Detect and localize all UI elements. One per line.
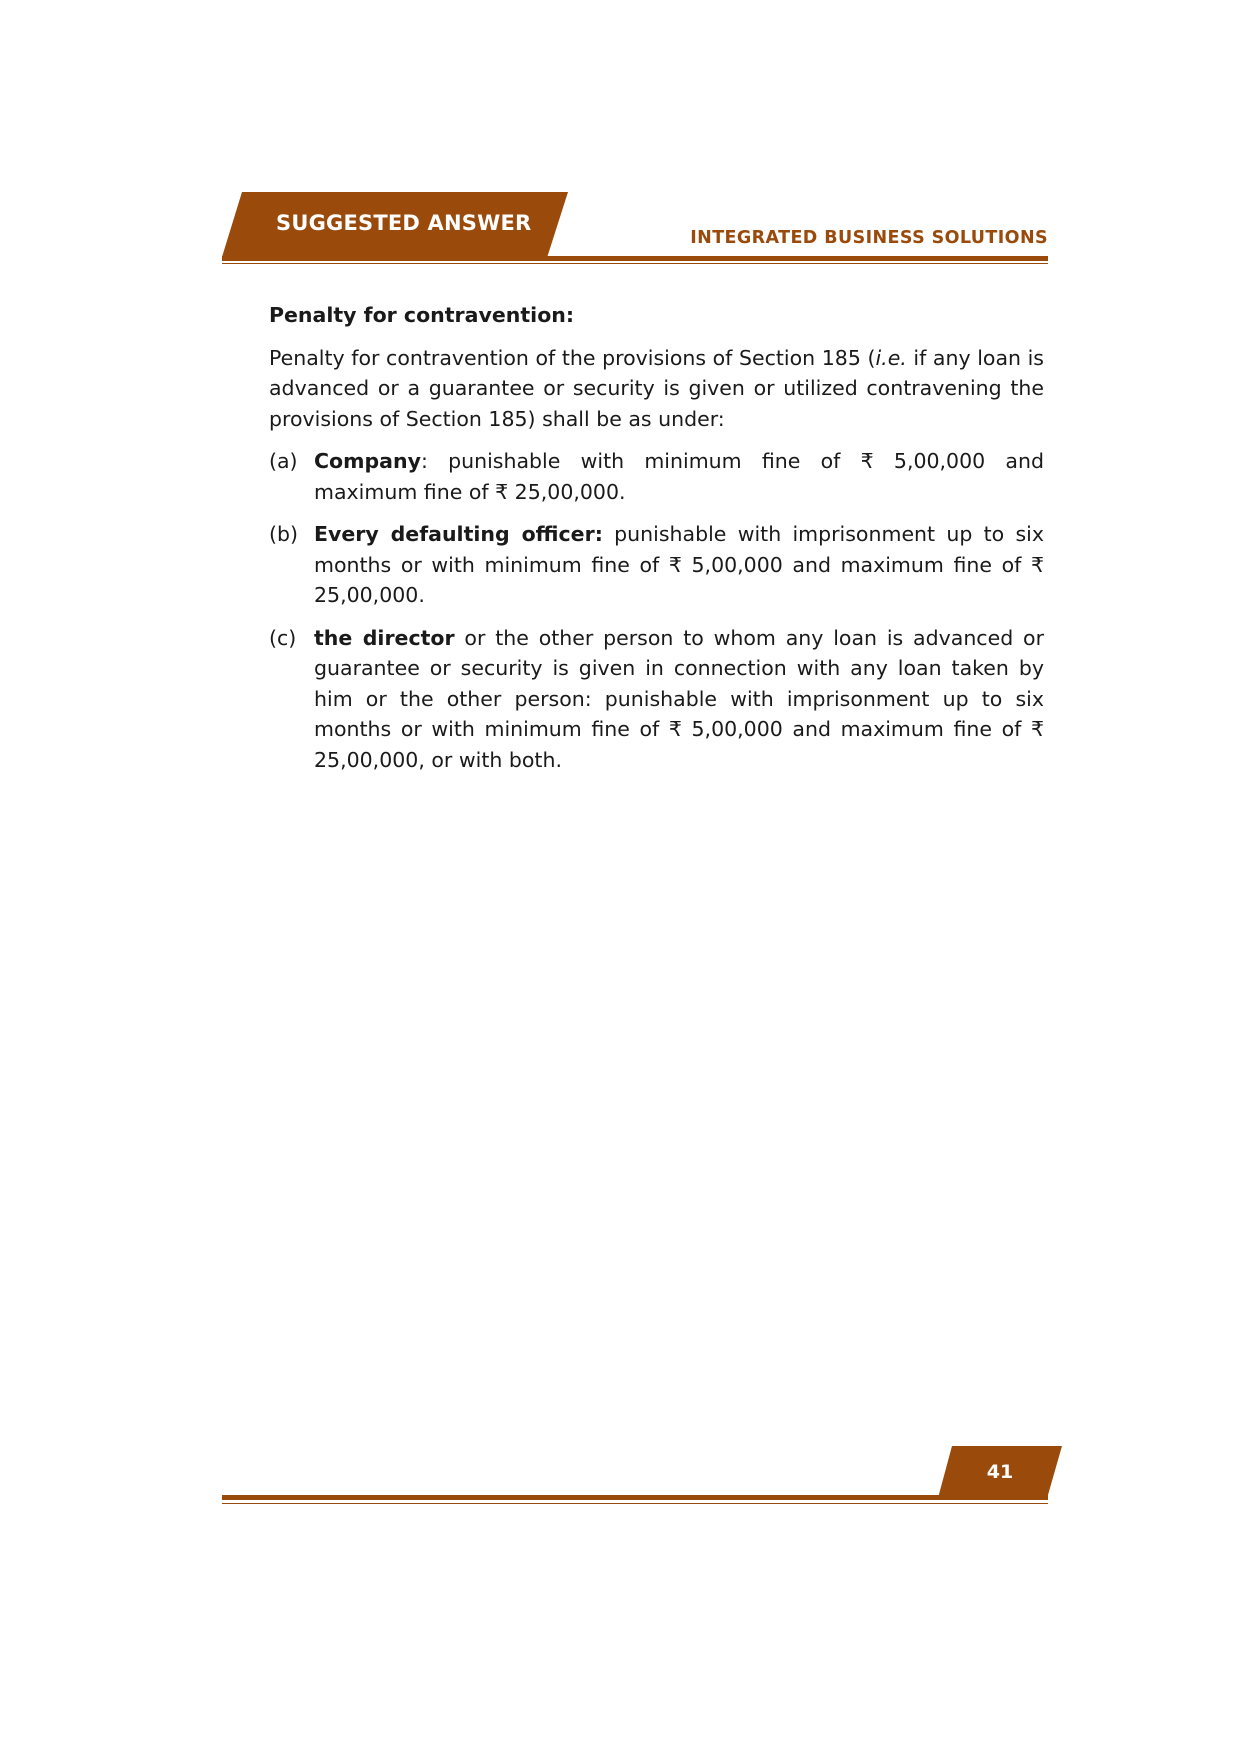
header-title: INTEGRATED BUSINESS SOLUTIONS	[690, 228, 1048, 248]
list-item-body: : punishable with minimum fine of ₹ 5,00,000 and maximum fine of ₹ 25,00,000.	[314, 449, 1044, 504]
header-divider-thin	[222, 263, 1048, 264]
list-item-bold: Company	[314, 449, 421, 473]
list-item-bold: the director	[314, 625, 455, 650]
section-heading: Penalty for contravention:	[269, 303, 575, 327]
list-item	[269, 446, 1044, 507]
list-item	[269, 519, 1044, 611]
list-item-body: or the other person to whom any loan is advanced or guarantee or security is given in connection with any loan taken by him or the other person: punishable with imprisonment up to six months or with minimum fine of ₹ 5,00,000 and maximum fine of ₹ 25,00,000, or with both.	[314, 625, 1044, 772]
footer-divider	[222, 1495, 1048, 1500]
intro-italic-text: i.e.	[875, 345, 907, 370]
intro-text-start: Penalty for contravention of the provisions of Section 185 (	[269, 345, 876, 370]
list-item-text	[314, 623, 1044, 776]
list-item-bold: Every defaulting officer:	[314, 522, 603, 546]
list-marker: (c)	[269, 625, 297, 650]
header-divider	[222, 256, 1048, 261]
header-tab-label: SUGGESTED ANSWER	[276, 211, 532, 235]
penalty-list	[269, 446, 1044, 775]
list-marker: (b)	[269, 522, 299, 546]
list-marker: (a)	[269, 449, 298, 473]
list-item	[269, 623, 1044, 776]
list-item-text	[314, 519, 1044, 611]
intro-text-end: if any loan is advanced or a guarantee or security is given or utilized contravening the provisions of Section 185) shall be as under:	[269, 345, 1044, 431]
footer-divider-thin	[222, 1503, 1048, 1504]
intro-paragraph	[269, 343, 1044, 435]
list-item-text	[314, 446, 1044, 507]
page-content	[269, 300, 1044, 787]
page-number: 41	[986, 1461, 1014, 1483]
list-item-body: punishable with imprisonment up to six months or with minimum fine of ₹ 5,00,000 and maximum fine of ₹ 25,00,000.	[314, 522, 1044, 607]
